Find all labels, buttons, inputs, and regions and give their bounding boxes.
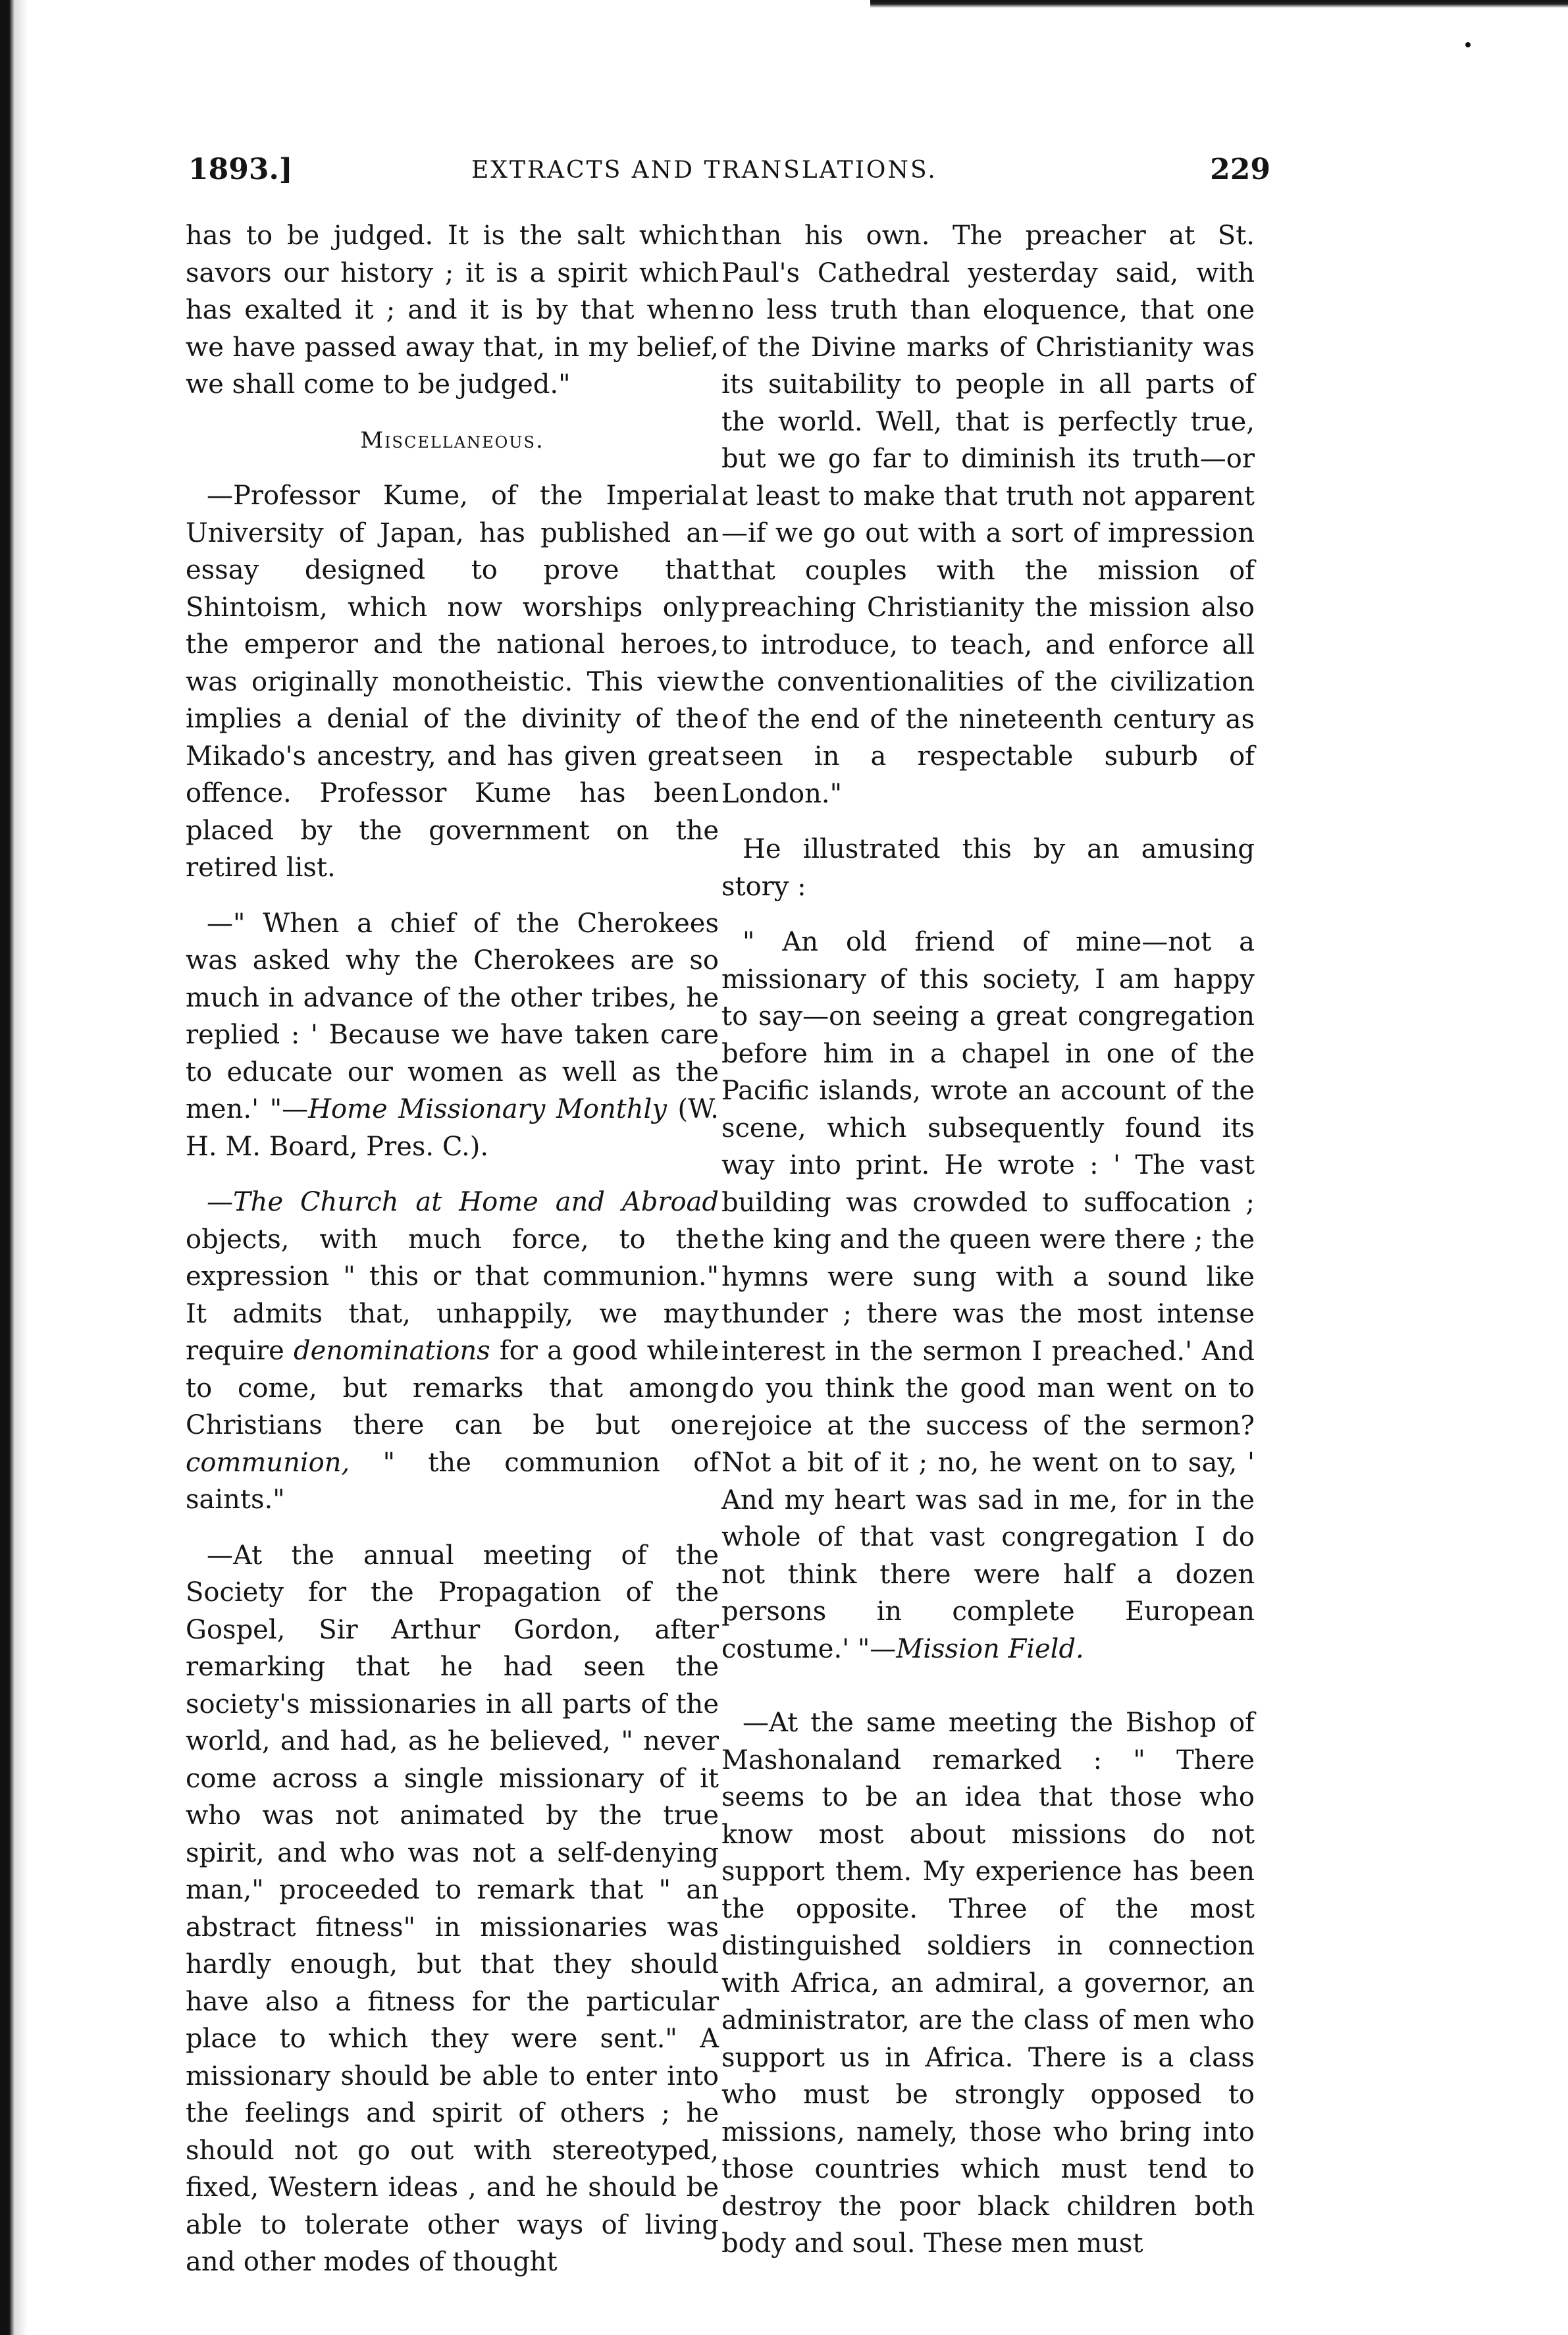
paragraph-continuation: has to be judged. It is the salt which savors our history ; it is a spirit which has exalted it ; and it is by that when we have passed away that, in my belief, we shall come to be judged." [186,221,719,400]
scan-speck [1465,42,1471,47]
running-head [188,153,1270,199]
church-text-b: for a good while to come, but remarks that among Christians there can be but one [186,1336,719,1440]
header-year: 1893.] [188,153,293,186]
church-text-a: objects, with much force, to the expression " this or that communion." It admits that, unhappily, we may require [186,1224,719,1366]
cherokees-text: —" When a chief of the Cherokees was asked why the Cherokees are so much in advance of the other tribes, he replied : ' Because we have taken care to educate our women as well as the men.' "— [186,908,719,1124]
church-text-c: " the communion of saints." [186,1447,719,1515]
paragraph-story [721,924,1255,1667]
left-column [186,217,719,2281]
paragraph-continuation-right: than his own. The preacher at St. Paul's Cathedral yesterday said, with no less truth than eloquence, that one of the Divine marks of Christianity was its suitability to people in all parts of the world. Well, that is perfectly true, but we go far to diminish its truth—or at least to make that truth not apparent —if we go out with a sort of impression that couples with the mission of preaching Christianity the mission also to introduce, to teach, and enforce all the conventionalities of the civilization of the end of the nineteenth century as seen in a respectable suburb of London." [721,221,1255,809]
cherokees-tail: (W. H. M. Board, Pres. C.). [186,1094,719,1162]
church-emphasis-2: communion, [186,1447,350,1478]
paragraph-story-intro: He illustrated this by an amusing story : [721,834,1255,902]
right-column [721,217,1255,2263]
paragraph-church: —The Church at Home and Abroad objects, with much force, to the expression " this or that communion." It admits that, unhappily, we may require denominations for a good while to come, but remarks that among Christians there can be but one communion, " the communion of saints." [186,1187,719,1515]
paragraph-gordon: —At the annual meeting of the Society for the Propagation of the Gospel, Sir Arthur Gordon, after remarking that he had seen the society's missionaries in all parts of the world, and had, as he believed, " never come across a single missionary of it who was not animated by the true spirit, and who was not a self-denying man," proceeded to remark that " an abstract fitness" in missionaries was hardly enough, but that they should have also a fitness for the particular place to which they were sent." A missionary should be able to enter into the feelings and spirit of others ; he should not go out with stereotyped, fixed, Western ideas , and he should be able to tolerate other ways of living and other modes of thought [186,1540,719,2277]
paragraph-mashonaland: —At the same meeting the Bishop of Mashonaland remarked : " There seems to be an idea that those who know most about missions do not support them. My experience has been the opposite. Three of the most distinguished soldiers in connection with Africa, an admiral, a governor, an administrator, are the class of men who support us in Africa. There is a class who must be strongly opposed to missions, namely, those who bring into those countries which must tend to destroy the poor black children both body and soul. These men must [721,1708,1255,2259]
story-text: " An old friend of mine—not a missionary of this society, I am happy to say—on seeing a great congregation before him in a chapel in one of the Pacific islands, wrote an account of the scene, which subsequently found its way into print. He wrote : ' The vast building was crowded to suffocation ; the king and the queen were there ; the hymns were sung with a sound like thunder ; there was the most intense interest in the sermon I preached.' And do you think the good man went on to rejoice at the success of the sermon? Not a bit of it ; no, he went on to say, ' And my heart was sad in me, for in the whole of that vast congregation I do not think there were half a dozen persons in complete European costume.' "— [721,927,1255,1664]
paragraph-cherokees [186,905,719,1166]
church-title: The Church at Home and Abroad [233,1187,719,1217]
scan-border-top [870,0,1568,8]
story-source: Mission Field. [896,1633,1084,1664]
paragraph-kume: —Professor Kume, of the Imperial University of Japan, has published an essay designed to prove that Shintoism, which now worships only the emperor and the national heroes, was originally monotheistic. This view implies a denial of the divinity of the Mikado's ancestry, and has given great offence. Professor Kume has been placed by the government on the retired list. [186,481,719,883]
cherokees-source: Home Missionary Monthly [308,1094,667,1124]
page-number: 229 [1210,153,1270,186]
church-emphasis-1: denominations [293,1336,490,1366]
header-title: EXTRACTS AND TRANSLATIONS. [471,157,937,184]
section-heading: Miscellaneous. [360,427,544,454]
scan-border-left [0,0,28,2335]
